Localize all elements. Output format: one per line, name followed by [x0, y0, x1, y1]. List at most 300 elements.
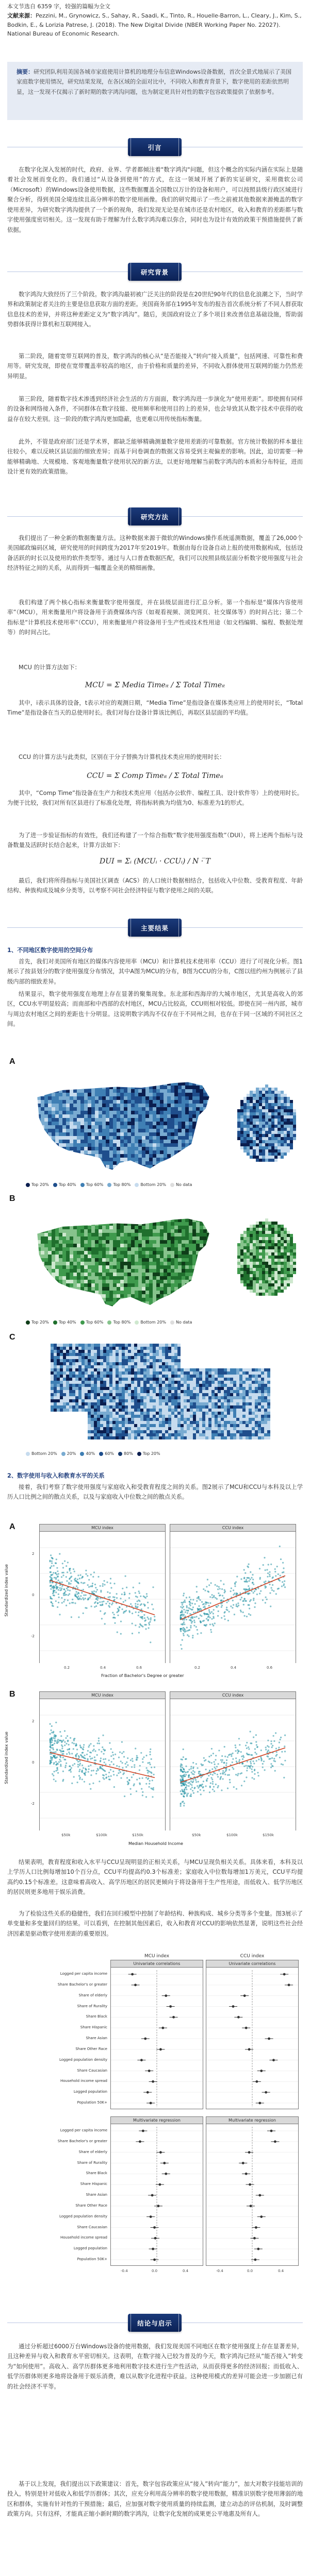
county-tile	[193, 1368, 196, 1371]
county-tile	[218, 1114, 221, 1118]
county-tile	[95, 1075, 99, 1078]
county-tile	[70, 1100, 73, 1104]
county-tile	[156, 1089, 160, 1093]
inset-tile	[259, 1156, 262, 1159]
county-tile	[95, 1265, 99, 1269]
county-tile	[160, 1136, 164, 1140]
county-tile	[164, 1071, 167, 1075]
county-tile	[88, 1262, 91, 1265]
county-tile	[164, 1075, 167, 1078]
county-tile	[103, 1359, 106, 1362]
county-tile	[153, 1118, 156, 1122]
county-tile	[142, 1064, 145, 1067]
inset-tile	[284, 1268, 287, 1271]
county-tile	[218, 1111, 221, 1114]
county-tile	[164, 1222, 167, 1226]
county-tile	[97, 1371, 100, 1375]
county-tile	[149, 1129, 153, 1132]
county-tile	[127, 1132, 131, 1136]
county-tile	[168, 1365, 171, 1368]
county-tile	[70, 1082, 73, 1086]
figure-1	[7, 1054, 303, 1461]
county-tile	[77, 1100, 80, 1104]
county-tile	[124, 1089, 127, 1093]
inset-tile	[256, 1231, 259, 1234]
inset-tile	[293, 1128, 296, 1131]
inset-tile	[278, 1094, 281, 1097]
county-tile	[26, 1104, 30, 1107]
county-tile	[174, 1255, 178, 1258]
county-tile	[207, 1176, 210, 1179]
county-tile	[131, 1283, 135, 1287]
county-tile	[34, 1211, 37, 1215]
county-tile	[72, 1350, 75, 1353]
county-tile	[218, 1176, 221, 1179]
county-tile	[117, 1273, 120, 1276]
inset-tile	[265, 1103, 268, 1106]
county-tile	[210, 1269, 214, 1273]
county-tile	[138, 1233, 142, 1236]
county-tile	[44, 1075, 48, 1078]
county-tile	[167, 1147, 171, 1150]
county-tile	[41, 1283, 44, 1287]
county-tile	[112, 1362, 116, 1365]
county-tile	[84, 1082, 88, 1086]
county-tile	[160, 1269, 164, 1273]
inset-tile	[240, 1280, 243, 1283]
county-tile	[23, 1283, 26, 1287]
inset-tile	[247, 1228, 250, 1231]
inset-tile	[274, 1128, 278, 1131]
county-tile	[146, 1375, 150, 1378]
county-tile	[26, 1143, 30, 1147]
inset-tile	[237, 1128, 240, 1131]
inset-tile	[262, 1140, 265, 1143]
county-tile	[146, 1378, 150, 1381]
county-tile	[30, 1208, 34, 1211]
county-tile	[171, 1347, 174, 1350]
county-tile	[73, 1294, 77, 1298]
inset-tile	[278, 1131, 281, 1134]
county-tile	[214, 1287, 218, 1291]
county-tile	[62, 1287, 66, 1291]
county-tile	[153, 1280, 156, 1283]
county-tile	[200, 1154, 203, 1158]
county-tile	[48, 1258, 52, 1262]
county-tile	[81, 1344, 85, 1347]
county-tile	[168, 1378, 171, 1381]
inset-tile	[243, 1137, 247, 1140]
county-tile	[97, 1356, 100, 1359]
county-tile	[113, 1093, 117, 1096]
county-tile	[113, 1312, 117, 1316]
county-tile	[124, 1078, 127, 1082]
county-tile	[142, 1215, 145, 1218]
inset-tile	[237, 1249, 240, 1252]
county-tile	[221, 1247, 225, 1251]
county-tile	[62, 1093, 66, 1096]
county-tile	[54, 1375, 57, 1378]
county-tile	[120, 1071, 124, 1075]
county-tile	[95, 1118, 99, 1122]
county-tile	[142, 1129, 145, 1132]
county-tile	[95, 1276, 99, 1280]
county-tile	[95, 1280, 99, 1283]
inset-tile	[271, 1106, 274, 1109]
county-tile	[70, 1107, 73, 1111]
county-tile	[77, 1240, 80, 1244]
county-tile	[59, 1218, 62, 1222]
method-paragraph-1: 我们提出了一种全新的数据衡量方法。这种数据来源于微软的Windows操作系统遥测数据，覆盖了26,000个美国邮政编码区域，研究使用的时间跨度为2017年至2019年。数据由每台设备自动上报的使用数据构成，包括设备活跃的时长以及使用的软件类型等。通过与人口普查数据匹配，我们可以按照县级层面分析数字使用强度与社会经济特征之间的关系，从而得到一幅覆盖全美的精细画像。	[7, 535, 303, 572]
county-tile	[192, 1298, 196, 1301]
county-tile	[190, 1371, 193, 1375]
county-tile	[174, 1309, 178, 1312]
inset-tile	[243, 1246, 247, 1249]
inset-tile	[281, 1246, 284, 1249]
county-tile	[63, 1353, 66, 1356]
county-tile	[99, 1247, 102, 1251]
county-tile	[78, 1347, 81, 1350]
county-tile	[73, 1255, 77, 1258]
county-tile	[80, 1309, 84, 1312]
county-tile	[91, 1158, 95, 1161]
inset-tile	[259, 1094, 262, 1097]
county-tile	[182, 1211, 185, 1215]
inset-tile	[268, 1109, 271, 1112]
inset-tile	[278, 1137, 281, 1140]
county-tile	[185, 1204, 189, 1208]
inset-tile	[287, 1100, 290, 1103]
findings-paragraph-2: 结果显示，数字使用强度在地理上存在显著的聚集现象。东北部和西海岸的大城市地区，尤其是高收入的郊区，CCU水平明显较高；而南部和中西部的农村地区，MCU占比较高，CCU则相对较低。即使在同一州内部，城市与周边农村地区之间的差距也十分明显。这说明数字鸿沟不仅存在于不同州之间，也存在于同一区域的不同社区之间。	[7, 991, 303, 1028]
inset-tile	[250, 1153, 253, 1156]
county-tile	[142, 1111, 145, 1114]
county-tile	[156, 1255, 160, 1258]
county-tile	[84, 1132, 88, 1136]
county-tile	[131, 1111, 135, 1114]
inset-tile	[250, 1256, 253, 1259]
county-tile	[26, 1100, 30, 1104]
county-tile	[182, 1204, 185, 1208]
inset-tile	[253, 1246, 256, 1249]
county-tile	[81, 1359, 85, 1362]
county-tile	[185, 1089, 189, 1093]
county-tile	[106, 1150, 109, 1154]
county-tile	[153, 1359, 156, 1362]
county-tile	[34, 1294, 37, 1298]
county-tile	[80, 1200, 84, 1204]
inset-tile	[253, 1109, 256, 1112]
county-tile	[185, 1312, 189, 1316]
county-tile	[62, 1150, 66, 1154]
county-tile	[160, 1067, 164, 1071]
county-tile	[91, 1233, 95, 1236]
county-tile	[221, 1165, 225, 1168]
county-tile	[117, 1143, 120, 1147]
county-tile	[164, 1215, 167, 1218]
county-tile	[145, 1078, 149, 1082]
county-tile	[52, 1168, 55, 1172]
county-tile	[145, 1312, 149, 1316]
inset-tile	[262, 1283, 265, 1286]
county-tile	[109, 1291, 113, 1294]
county-tile	[88, 1273, 91, 1276]
inset-tile	[259, 1222, 262, 1225]
county-tile	[203, 1305, 207, 1309]
county-tile	[66, 1301, 70, 1305]
inset-tile	[253, 1277, 256, 1280]
county-tile	[140, 1378, 143, 1381]
inset-tile	[262, 1143, 265, 1146]
inset-tile	[287, 1265, 290, 1268]
inset-tile	[250, 1274, 253, 1277]
county-tile	[73, 1240, 77, 1244]
county-tile	[203, 1158, 207, 1161]
county-tile	[160, 1150, 164, 1154]
county-tile	[73, 1204, 77, 1208]
county-tile	[164, 1287, 167, 1291]
county-tile	[117, 1218, 120, 1222]
county-tile	[55, 1161, 59, 1165]
county-tile	[171, 1240, 174, 1244]
county-tile	[140, 1368, 143, 1371]
county-tile	[120, 1291, 124, 1294]
county-tile	[88, 1236, 91, 1240]
county-tile	[41, 1154, 44, 1158]
inset-tile	[271, 1249, 274, 1252]
county-tile	[159, 1344, 162, 1347]
county-tile	[70, 1086, 73, 1089]
inset-tile	[287, 1231, 290, 1234]
county-tile	[124, 1218, 127, 1222]
county-tile	[149, 1154, 153, 1158]
county-tile	[171, 1086, 174, 1089]
county-tile	[196, 1093, 200, 1096]
county-tile	[44, 1233, 48, 1236]
county-tile	[135, 1255, 138, 1258]
county-tile	[37, 1298, 41, 1301]
county-tile	[26, 1222, 30, 1226]
county-tile	[26, 1291, 30, 1294]
county-tile	[120, 1215, 124, 1218]
county-tile	[44, 1240, 48, 1244]
inset-tile	[290, 1240, 293, 1243]
county-tile	[127, 1305, 131, 1309]
county-tile	[109, 1067, 113, 1071]
county-tile	[138, 1125, 142, 1129]
county-tile	[131, 1244, 135, 1247]
county-tile	[145, 1251, 149, 1255]
county-tile	[52, 1071, 55, 1075]
county-tile	[34, 1100, 37, 1104]
county-tile	[142, 1132, 145, 1136]
county-tile	[23, 1298, 26, 1301]
county-tile	[153, 1215, 156, 1218]
inset-tile	[256, 1097, 259, 1100]
county-tile	[207, 1215, 210, 1218]
inset-tile	[274, 1222, 278, 1225]
county-tile	[138, 1211, 142, 1215]
county-tile	[160, 1204, 164, 1208]
county-tile	[149, 1294, 153, 1298]
inset-tile	[281, 1268, 284, 1271]
county-tile	[100, 1362, 103, 1365]
inset-tile	[256, 1159, 259, 1162]
county-tile	[164, 1150, 167, 1154]
county-tile	[84, 1147, 88, 1150]
inset-tile	[265, 1088, 268, 1091]
county-tile	[106, 1353, 109, 1356]
county-tile	[106, 1132, 109, 1136]
county-tile	[84, 1280, 88, 1283]
county-tile	[171, 1356, 174, 1359]
county-tile	[41, 1244, 44, 1247]
county-tile	[94, 1350, 97, 1353]
county-tile	[214, 1165, 218, 1168]
county-tile	[131, 1075, 135, 1078]
county-tile	[131, 1347, 134, 1350]
county-tile	[37, 1287, 41, 1291]
county-tile	[218, 1150, 221, 1154]
county-tile	[200, 1280, 203, 1283]
county-tile	[48, 1287, 52, 1291]
county-tile	[218, 1258, 221, 1262]
inset-tile	[259, 1153, 262, 1156]
county-tile	[120, 1132, 124, 1136]
county-tile	[59, 1240, 62, 1244]
county-tile	[72, 1375, 75, 1378]
county-tile	[153, 1078, 156, 1082]
county-tile	[116, 1356, 119, 1359]
inset-tile	[284, 1097, 287, 1100]
county-tile	[168, 1375, 171, 1378]
county-tile	[84, 1229, 88, 1233]
county-tile	[106, 1378, 109, 1381]
county-tile	[145, 1280, 149, 1283]
inset-tile	[268, 1094, 271, 1097]
county-tile	[156, 1283, 160, 1287]
county-tile	[182, 1140, 185, 1143]
county-tile	[99, 1269, 102, 1273]
county-tile	[242, 1375, 246, 1378]
county-tile	[113, 1204, 117, 1208]
county-tile	[91, 1200, 95, 1204]
inset-tile	[240, 1125, 243, 1128]
county-tile	[62, 1298, 66, 1301]
county-tile	[214, 1226, 218, 1229]
county-tile	[200, 1111, 203, 1114]
inset-tile	[240, 1240, 243, 1243]
county-tile	[91, 1356, 94, 1359]
county-tile	[44, 1096, 48, 1100]
county-tile	[218, 1265, 221, 1269]
county-tile	[84, 1276, 88, 1280]
county-tile	[203, 1312, 207, 1316]
county-tile	[34, 1200, 37, 1204]
county-tile	[221, 1244, 225, 1247]
inset-tile	[274, 1146, 278, 1149]
county-tile	[178, 1298, 182, 1301]
county-tile	[200, 1071, 203, 1075]
county-tile	[138, 1100, 142, 1104]
inset-tile	[250, 1243, 253, 1246]
inset-tile	[287, 1149, 290, 1153]
county-tile	[160, 1229, 164, 1233]
county-tile	[73, 1226, 77, 1229]
inset-tile	[271, 1225, 274, 1228]
county-tile	[196, 1168, 200, 1172]
county-tile	[203, 1269, 207, 1273]
county-tile	[37, 1154, 41, 1158]
county-tile	[167, 1200, 171, 1204]
county-tile	[113, 1240, 117, 1244]
county-tile	[142, 1276, 145, 1280]
county-tile	[113, 1309, 117, 1312]
county-tile	[174, 1158, 178, 1161]
county-tile	[41, 1078, 44, 1082]
county-tile	[189, 1147, 192, 1150]
county-tile	[153, 1305, 156, 1309]
county-tile	[99, 1273, 102, 1276]
inset-tile	[256, 1088, 259, 1091]
county-tile	[30, 1265, 34, 1269]
county-tile	[62, 1082, 66, 1086]
county-tile	[106, 1218, 109, 1222]
inset-tile	[240, 1234, 243, 1237]
county-tile	[207, 1158, 210, 1161]
county-tile	[59, 1236, 62, 1240]
county-tile	[77, 1129, 80, 1132]
county-tile	[88, 1082, 91, 1086]
county-tile	[171, 1312, 174, 1316]
county-tile	[189, 1071, 192, 1075]
county-tile	[59, 1176, 62, 1179]
county-tile	[185, 1287, 189, 1291]
county-tile	[221, 1301, 225, 1305]
county-tile	[185, 1129, 189, 1132]
county-tile	[80, 1276, 84, 1280]
section-banner-method	[128, 507, 182, 526]
county-tile	[171, 1301, 174, 1305]
county-tile	[84, 1298, 88, 1301]
county-tile	[37, 1301, 41, 1305]
county-tile	[167, 1226, 171, 1229]
county-tile	[174, 1093, 178, 1096]
county-tile	[164, 1086, 167, 1089]
county-tile	[174, 1247, 178, 1251]
county-tile	[95, 1208, 99, 1211]
county-tile	[120, 1104, 124, 1107]
county-tile	[62, 1100, 66, 1104]
county-tile	[80, 1218, 84, 1222]
county-tile	[91, 1118, 95, 1122]
county-tile	[54, 1365, 57, 1368]
county-tile	[34, 1064, 37, 1067]
county-tile	[23, 1244, 26, 1247]
inset-tile	[281, 1156, 284, 1159]
county-tile	[26, 1150, 30, 1154]
county-tile	[80, 1280, 84, 1283]
inset-tile	[271, 1246, 274, 1249]
county-tile	[57, 1365, 60, 1368]
inset-tile	[278, 1274, 281, 1277]
county-tile	[117, 1215, 120, 1218]
inset-tile	[262, 1091, 265, 1094]
county-tile	[44, 1089, 48, 1093]
county-tile	[88, 1350, 91, 1353]
county-tile	[48, 1118, 52, 1122]
county-tile	[69, 1371, 72, 1375]
county-tile	[88, 1078, 91, 1082]
